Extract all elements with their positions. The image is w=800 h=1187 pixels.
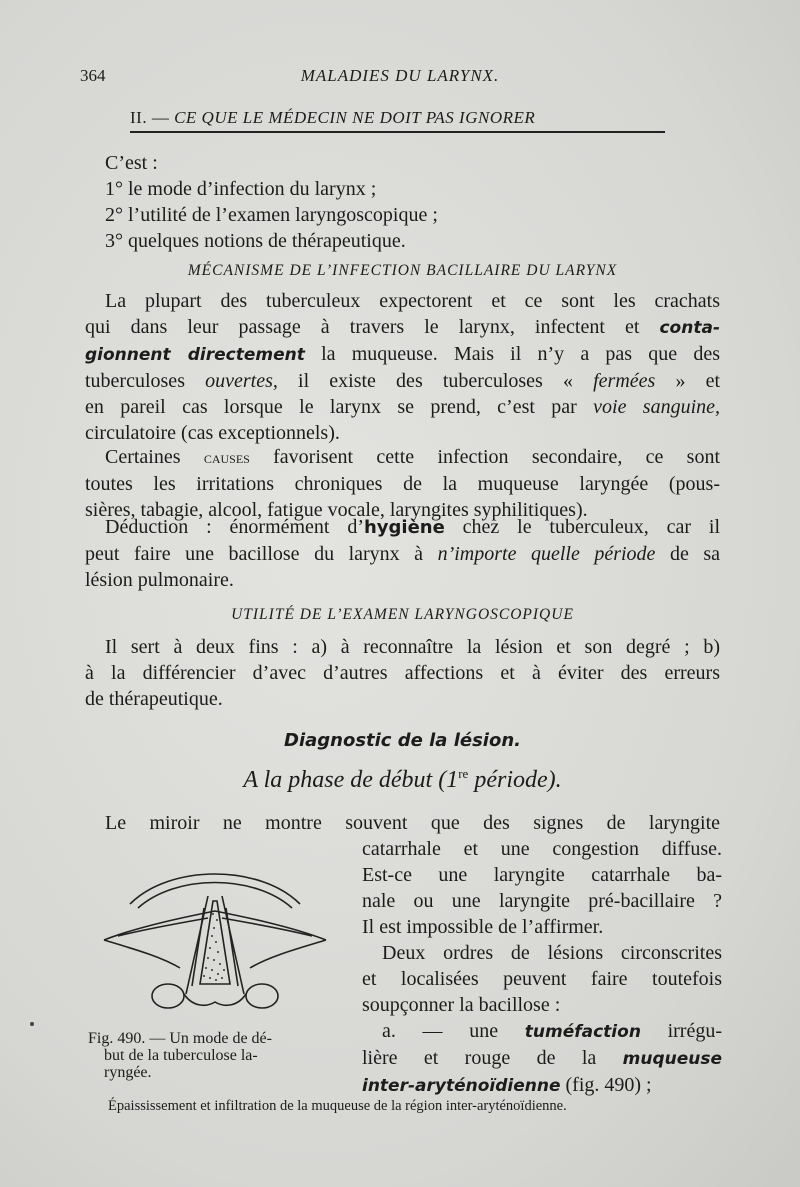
intro-line: 3° quelques notions de thérapeutique. [105,230,406,252]
text-line: Deux ordres de lésions circonscrites [382,942,722,964]
mecanisme-paragraph-1 [85,288,720,446]
text-line: Le miroir ne montre souvent que des signes de laryngite [105,812,720,834]
emphasis-bold: inter-aryténoïdienne [362,1076,561,1096]
running-title: MALADIES DU LARYNX. [300,66,500,85]
emphasis-bold: muqueuse [622,1049,723,1069]
small-caps-term: causes [203,448,250,467]
text-line: qui dans leur passage à travers le larynx, infectent et conta- [85,316,720,338]
mecanisme-paragraph-3 [85,514,720,593]
larynx-illustration [100,856,330,1021]
emphasis-bold: hygiène [363,517,445,538]
diagnostic-heading: Diagnostic de la lésion. [284,730,521,751]
emphasis-bold: tuméfaction [524,1022,641,1042]
utilite-heading: UTILITÉ DE L’EXAMEN LARYNGOSCOPIQUE [231,606,574,623]
intro-line: 2° l’utilité de l’examen laryngoscopique ; [105,204,438,226]
text-line: de thérapeutique. [85,688,223,710]
text-line: La plupart des tuberculeux expectorent et ce sont les crachats [105,290,720,312]
margin-mark [30,1022,34,1026]
intro-list [85,150,720,254]
text-line: soupçonner la bacillose : [362,994,561,1016]
text-line: Certaines causes favorisent cette infection secondaire, ce sont [105,446,721,468]
text-line: a. — une tuméfaction irrégu- [382,1020,723,1042]
mecanisme-paragraph-2 [85,444,720,523]
text-line: catarrhale et une congestion diffuse. [362,838,722,860]
figure-legend: Épaississement et infiltration de la muqueuse de la région inter-aryténoïdienne. [108,1098,567,1114]
section-title-text: CE QUE LE MÉDECIN NE DOIT PAS IGNORER [174,108,536,127]
emphasis-bold: conta- [659,318,720,338]
mecanisme-heading: MÉCANISME DE L’INFECTION BACILLAIRE DU LARYNX [187,262,618,279]
body-first-line [85,810,720,836]
page-number: 364 [80,66,106,85]
text-line: lière et rouge de la muqueuse [362,1047,723,1069]
emphasis-bold: gionnent directement [85,345,305,365]
intro-line: C’est : [105,152,158,174]
larynx-drawing [100,856,330,1021]
text-line: Il est impossible de l’affirmer. [362,916,604,938]
text-line: Déduction : énormément d’hygiène chez le tuberculeux, car il [105,516,720,538]
text-line: gionnent directement la muqueuse. Mais il n’y a pas que des [85,343,721,365]
text-line: Il sert à deux fins : a) à reconnaître la lésion et son degré ; b) [105,636,720,658]
text-line: peut faire une bacillose du larynx à n’importe quelle période de sa [85,543,721,565]
caption-line: ryngée. [104,1064,152,1081]
utilite-paragraph [85,634,720,712]
caption-line: Fig. 490. — Un mode de dé- [88,1030,272,1047]
section-number: II. — [130,108,170,127]
text-line: circulatoire (cas exceptionnels). [85,422,340,444]
body-right-column [362,836,722,1099]
text-line: lésion pulmonaire. [85,569,234,591]
phase-heading: A la phase de début (1re période). [243,766,562,793]
text-line: inter-aryténoïdienne (fig. 490) ; [362,1074,652,1096]
text-line: nale ou une laryngite pré-bacillaire ? [362,890,722,912]
text-line: sières, tabagie, alcool, fatigue vocale, laryngites syphilitiques). [85,499,588,521]
text-line: toutes les irritations chroniques de la muqueuse laryngée (pous- [85,473,720,495]
text-line: Est-ce une laryngite catarrhale ba- [362,864,722,886]
section-title [130,108,665,133]
text-line: et localisées peuvent faire toutefois [362,968,722,990]
caption-line: but de la tuberculose la- [104,1047,258,1064]
intro-line: 1° le mode d’infection du larynx ; [105,178,377,200]
page-header [80,66,720,90]
figure-caption [88,1030,343,1081]
text-line: à la différencier d’avec d’autres affections et à éviter des erreurs [85,662,720,684]
text-line: en pareil cas lorsque le larynx se prend, c’est par voie sanguine, [85,396,721,418]
text-line: tuberculoses ouvertes, il existe des tuberculoses « fermées » et [85,370,721,392]
